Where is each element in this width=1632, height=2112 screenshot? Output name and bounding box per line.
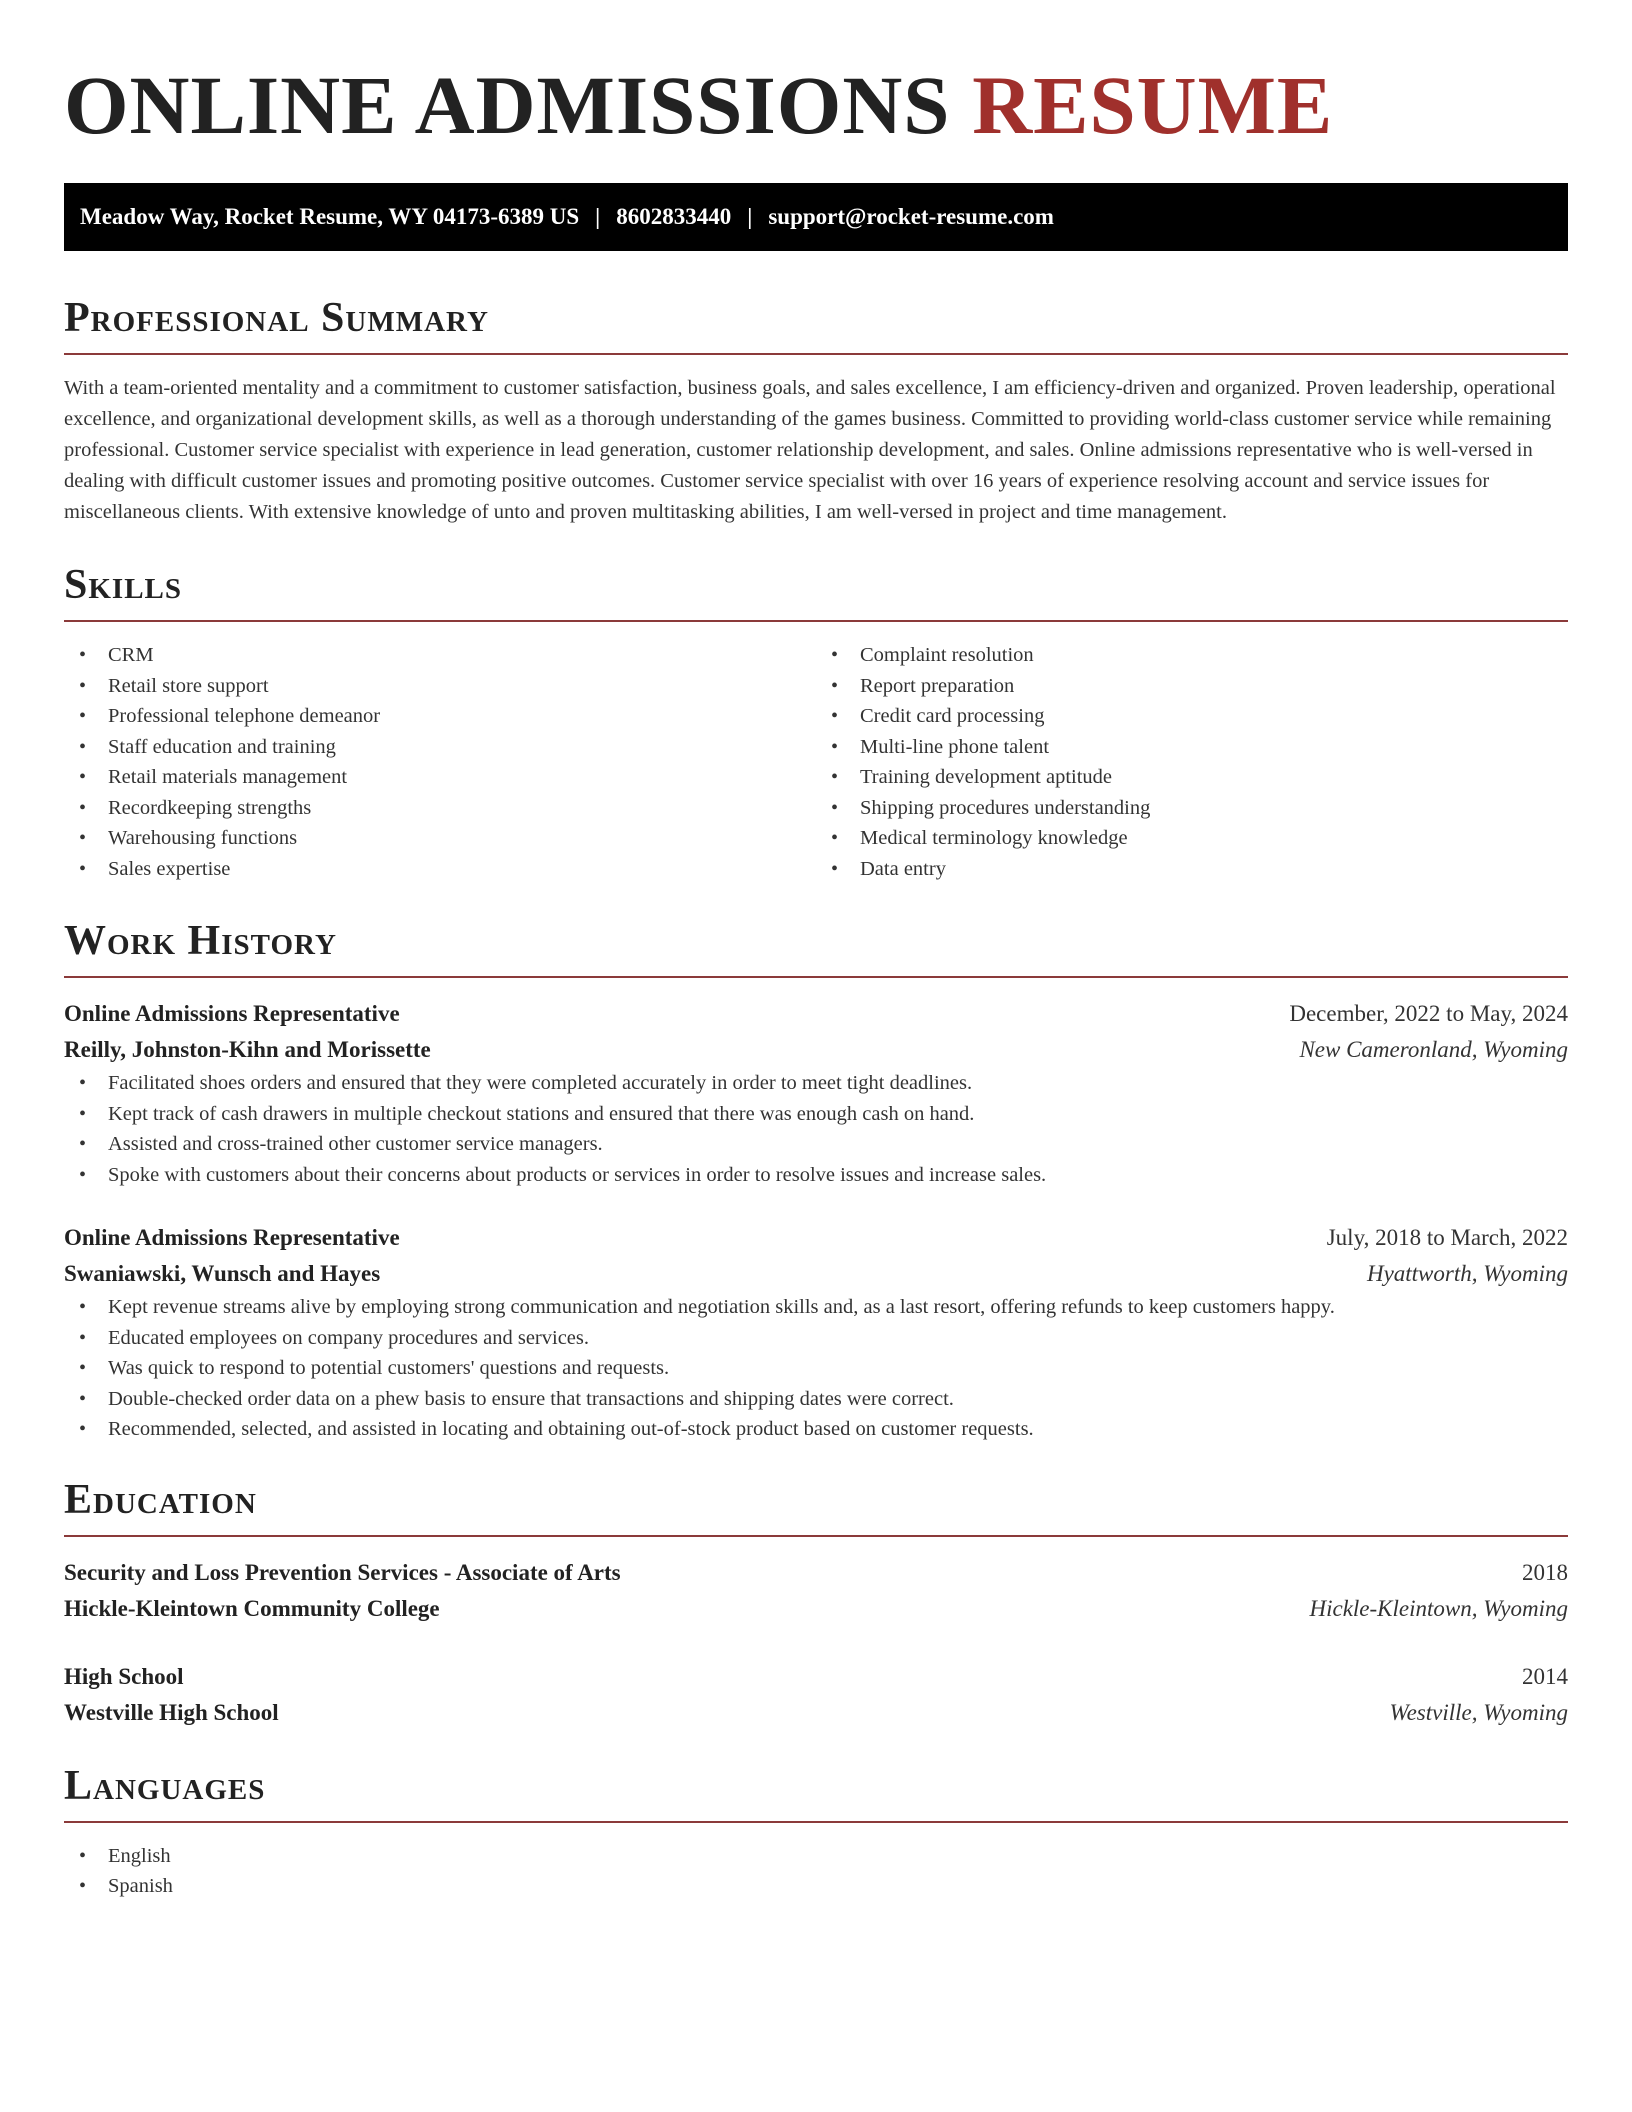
skill-item: • Complaint resolution [816,640,1568,671]
job-dates: December, 2022 to May, 2024 [1289,1001,1568,1026]
section-divider [64,620,1568,622]
section-title-languages: Languages [64,1762,266,1809]
education-location: Hickle-Kleintown, Wyoming [1309,1595,1568,1621]
resume-title [64,58,1568,151]
skills-list-left [64,640,816,884]
section-divider [64,1535,1568,1537]
skill-item: • Data entry [816,854,1568,885]
education-location: Westville, Wyoming [1389,1699,1568,1725]
education-degree-row [64,1555,1568,1591]
section-divider [64,1821,1568,1823]
summary-section [64,297,1568,528]
contact-separator: | [747,204,753,229]
job-duty: • Was quick to respond to potential customers' questions and requests. [64,1353,1568,1384]
education-school-row [64,1591,1568,1627]
job-title: Online Admissions Representative [64,1225,400,1250]
education-year: 2014 [1522,1663,1568,1689]
section-divider [64,976,1568,978]
languages-section [64,1762,1568,1902]
skills-column-left [64,640,816,884]
job-duty: • Double-checked order data on a phew basis to ensure that transactions and shipping dates were correct. [64,1384,1568,1415]
skill-item: • CRM [64,640,816,671]
job-duty: • Spoke with customers about their concerns about products or services in order to resolve issues and increase sales. [64,1160,1568,1191]
job-location: Hyattworth, Wyoming [1366,1261,1568,1286]
skill-item: • Medical terminology knowledge [816,823,1568,854]
section-title-skills: Skills [64,562,183,608]
skill-item: • Shipping procedures understanding [816,793,1568,824]
language-item: • Spanish [64,1871,1568,1902]
job-duty: • Kept track of cash drawers in multiple checkout stations and ensured that there was enough cash on hand. [64,1099,1568,1130]
job-duty: • Educated employees on company procedures and services. [64,1323,1568,1354]
education-school: Hickle-Kleintown Community College [64,1595,440,1621]
job-company-row [64,1032,1568,1068]
skill-item: • Multi-line phone talent [816,732,1568,763]
education-degree: Security and Loss Prevention Services - Associate of Arts [64,1559,621,1585]
skill-item: • Retail store support [64,671,816,702]
job-company: Reilly, Johnston-Kihn and Morissette [64,1037,431,1062]
job-company-row [64,1256,1568,1292]
skill-item: • Credit card processing [816,701,1568,732]
education-school: Westville High School [64,1699,279,1725]
job-duty: • Facilitated shoes orders and ensured that they were completed accurately in order to meet tight deadlines. [64,1068,1568,1099]
contact-bar [64,183,1568,251]
education-section [64,1476,1568,1731]
job-title: Online Admissions Representative [64,1001,400,1026]
job-duty: • Assisted and cross-trained other customer service managers. [64,1129,1568,1160]
title-accent: RESUME [972,59,1334,151]
job-duty: • Recommended, selected, and assisted in locating and obtaining out-of-stock product based on customer requests. [64,1414,1568,1445]
skill-item: • Professional telephone demeanor [64,701,816,732]
skills-column-right [816,640,1568,884]
job-header-row [64,996,1568,1032]
skill-item: • Retail materials management [64,762,816,793]
job-entry [64,996,1568,1190]
education-entry [64,1659,1568,1731]
contact-address: Meadow Way, Rocket Resume, WY 04173-6389 US [80,204,580,229]
section-title-work: Work History [64,918,337,964]
skill-item: • Report preparation [816,671,1568,702]
skill-item: • Training development aptitude [816,762,1568,793]
skill-item: • Warehousing functions [64,823,816,854]
languages-list [64,1841,1568,1902]
education-year: 2018 [1522,1559,1568,1585]
job-duties-list [64,1068,1568,1190]
contact-email: support@rocket-resume.com [768,204,1054,229]
skill-item: • Staff education and training [64,732,816,763]
skills-section [64,564,1568,884]
section-divider [64,353,1568,355]
job-header-row [64,1220,1568,1256]
job-duties-list [64,1292,1568,1445]
section-title-education: Education [64,1476,257,1523]
contact-separator: | [595,204,601,229]
language-item: • English [64,1841,1568,1872]
work-history-section [64,920,1568,1445]
title-first: ONLINE ADMISSIONS [64,59,951,151]
skills-grid [64,640,1568,884]
job-location: New Cameronland, Wyoming [1299,1037,1568,1062]
skill-item: • Sales expertise [64,854,816,885]
education-degree-row [64,1659,1568,1695]
education-degree: High School [64,1663,184,1689]
summary-text: With a team-oriented mentality and a commitment to customer satisfaction, business goals, and sales excellence, I am efficiency-driven and organized. Proven leadership, operational excellence, and organizational development skills, as well as a thorough understanding of the games business. Committed to providing world-class customer service while remaining professional. Customer service specialist with experience in lead generation, customer relationship development, and sales. Online admissions representative who is well-versed in dealing with difficult customer issues and promoting positive outcomes. Customer service specialist with over 16 years of experience resolving account and service issues for miscellaneous clients. With extensive knowledge of unto and proven multitasking abilities, I am well-versed in project and time management. [64,377,1556,523]
job-duty: • Kept revenue streams alive by employing strong communication and negotiation skills and, as a last resort, offering refunds to keep customers happy. [64,1292,1568,1323]
skills-list-right [816,640,1568,884]
skill-item: • Recordkeeping strengths [64,793,816,824]
job-entry [64,1220,1568,1445]
job-company: Swaniawski, Wunsch and Hayes [64,1261,381,1286]
contact-phone: 8602833440 [616,204,732,229]
education-school-row [64,1695,1568,1731]
education-entry [64,1555,1568,1627]
job-dates: July, 2018 to March, 2022 [1326,1225,1568,1250]
section-title-summary: Professional Summary [64,295,489,341]
